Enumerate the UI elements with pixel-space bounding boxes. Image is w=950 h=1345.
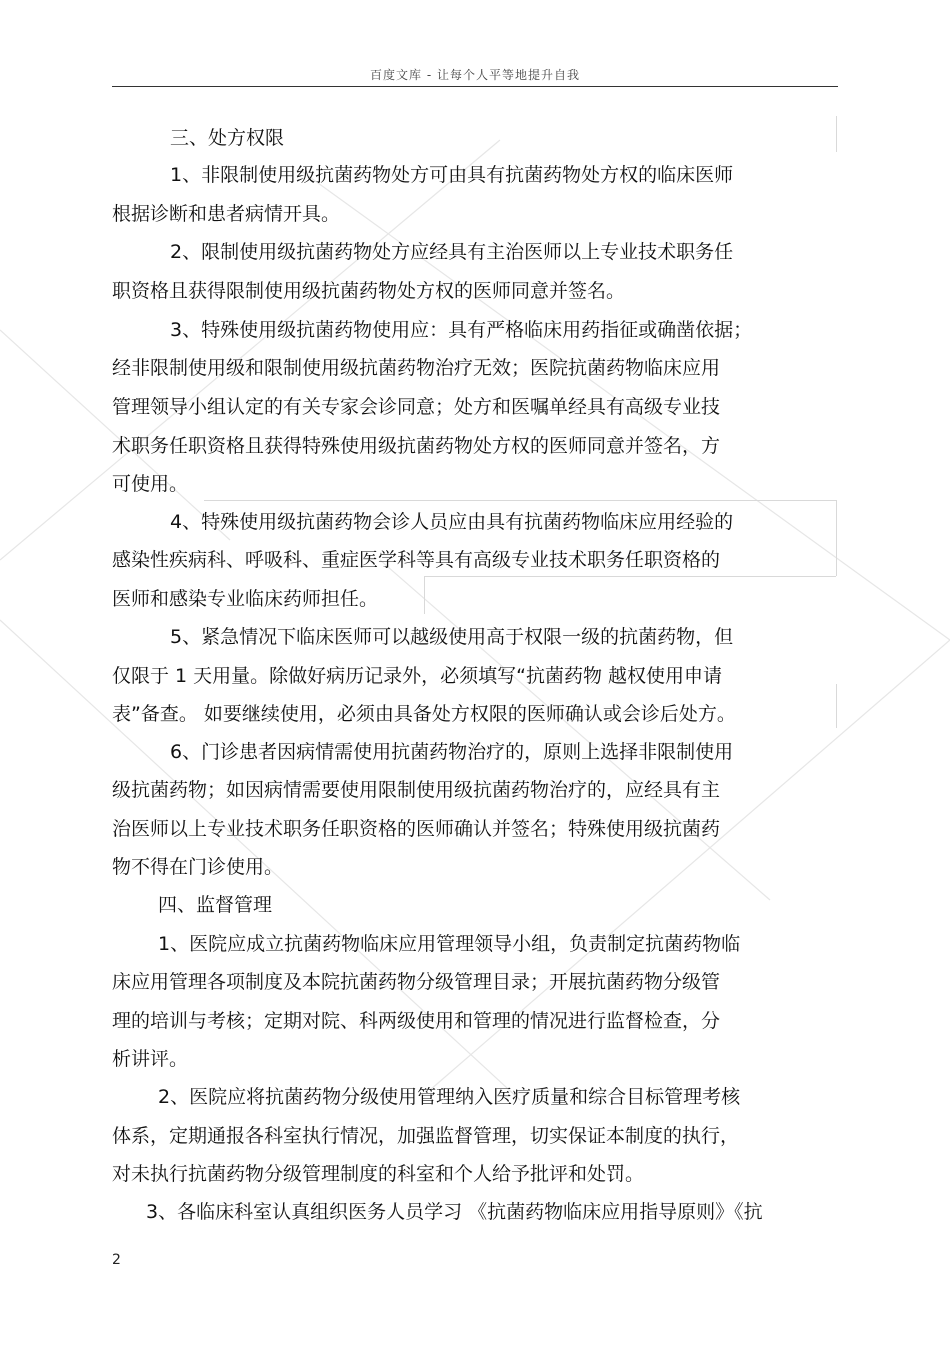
body-line: 体系，定期通报各科室执行情况，加强监督管理，切实保证本制度的执行， (112, 1125, 740, 1147)
body-line: 5、紧急情况下临床医师可以越级使用高于权限一级的抗菌药物，但 (170, 626, 734, 648)
frame-line (424, 576, 836, 577)
header-divider (112, 86, 838, 87)
body-line: 表”备查。 如要继续使用，必须由具备处方权限的医师确认或会诊后处方。 (112, 703, 736, 725)
body-line: 析讲评。 (112, 1048, 189, 1070)
body-line: 对未执行抗菌药物分级管理制度的科室和个人给予批评和处罚。 (112, 1163, 645, 1185)
body-line: 治医师以上专业技术职务任职资格的医师确认并签名；特殊使用级抗菌药 (112, 818, 721, 840)
frame-line (836, 500, 837, 576)
body-line: 感染性疾病科、呼吸科、重症医学科等具有高级专业技术职务任职资格的 (112, 549, 721, 571)
body-line: 仅限于 1 天用量。除做好病历记录外，必须填写“抗菌药物 越权使用申请 (112, 665, 723, 687)
body-line: 6、门诊患者因病情需使用抗菌药物治疗的，原则上选择非限制使用 (170, 741, 734, 763)
body-line: 经非限制使用级和限制使用级抗菌药物治疗无效；医院抗菌药物临床应用 (112, 357, 721, 379)
body-line: 理的培训与考核；定期对院、科两级使用和管理的情况进行监督检查，分 (112, 1010, 721, 1032)
frame-line (836, 116, 837, 152)
body-line: 1、非限制使用级抗菌药物处方可由具有抗菌药物处方权的临床医师 (170, 164, 734, 186)
body-line: 2、限制使用级抗菌药物处方应经具有主治医师以上专业技术职务任 (170, 241, 734, 263)
body-line: 职资格且获得限制使用级抗菌药物处方权的医师同意并签名。 (112, 280, 626, 302)
section-heading: 四、监督管理 (158, 894, 273, 916)
body-line: 医师和感染专业临床药师担任。 (112, 588, 379, 610)
body-line: 物不得在门诊使用。 (112, 856, 284, 878)
page-header: 百度文库 - 让每个人平等地提升自我 (370, 68, 580, 82)
body-line: 术职务任职资格且获得特殊使用级抗菌药物处方权的医师同意并签名，方 (112, 435, 721, 457)
body-line: 1、医院应成立抗菌药物临床应用管理领导小组，负责制定抗菌药物临 (158, 933, 741, 955)
section-heading: 三、处方权限 (170, 127, 285, 149)
body-line: 床应用管理各项制度及本院抗菌药物分级管理目录；开展抗菌药物分级管 (112, 971, 721, 993)
body-line: 3、各临床科室认真组织医务人员学习 《抗菌药物临床应用指导原则》《抗 (146, 1201, 763, 1223)
body-line: 4、特殊使用级抗菌药物会诊人员应由具有抗菌药物临床应用经验的 (170, 511, 734, 533)
body-line: 级抗菌药物；如因病情需要使用限制使用级抗菌药物治疗的，应经具有主 (112, 779, 721, 801)
frame-line (204, 500, 836, 501)
page-number: 2 (112, 1252, 121, 1268)
body-line: 根据诊断和患者病情开具。 (112, 203, 341, 225)
body-line: 管理领导小组认定的有关专家会诊同意；处方和医嘱单经具有高级专业技 (112, 396, 721, 418)
frame-line (836, 684, 837, 728)
frame-line (424, 576, 425, 614)
body-line: 可使用。 (112, 473, 189, 495)
body-line: 2、医院应将抗菌药物分级使用管理纳入医疗质量和综合目标管理考核 (158, 1086, 741, 1108)
body-line: 3、特殊使用级抗菌药物使用应：具有严格临床用药指征或确凿依据； (170, 319, 753, 341)
